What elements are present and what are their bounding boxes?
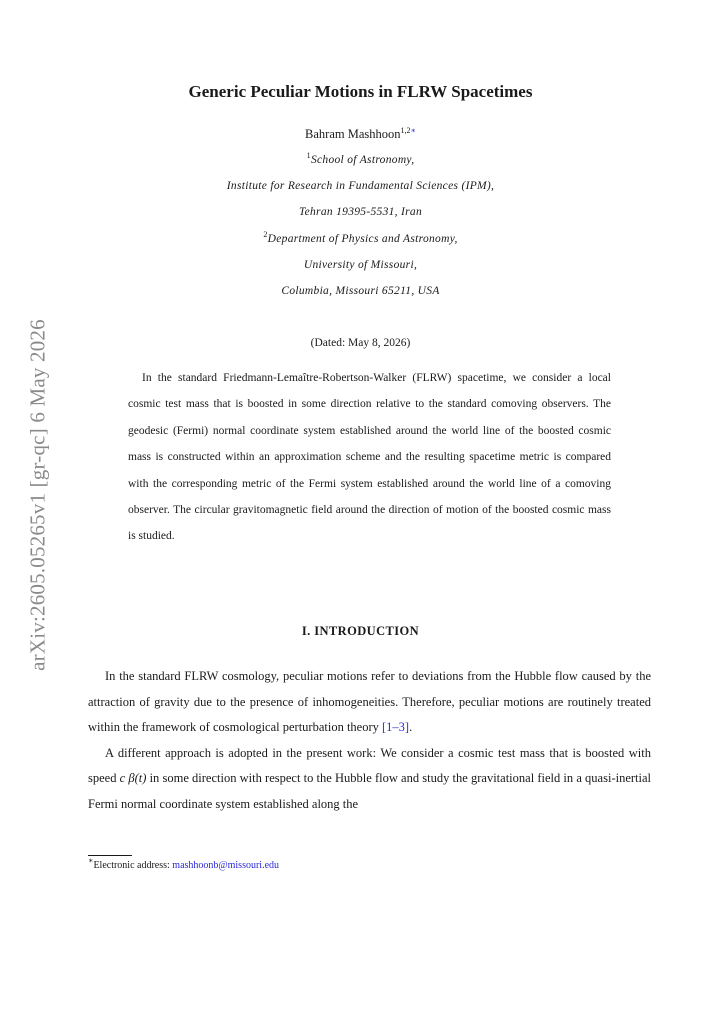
affiliation-5 [0,259,721,271]
email-link[interactable]: mashhoonb@missouri.edu [172,860,280,871]
affiliation-text: Columbia, Missouri 65211, USA [281,285,440,297]
affiliation-text: University of Missouri, [303,259,418,271]
affiliation-mark: 1 [306,151,311,160]
affiliation-6 [0,285,721,297]
affiliation-text: Tehran 19395-5531, Iran [298,206,423,218]
paragraph-1-text: In the standard FLRW cosmology, peculiar motions refer to deviations from the Hubble flow caused by the attraction of gravity due to the presence of inhomogeneities. Therefore, peculiar motions are routinely treated within the framework of cosmological perturbation theory [88,669,651,734]
author-affil-marks: 1,2 [400,126,411,135]
paragraph-2-before: A different approach is adopted in the present work: We consider a cosmic test mass that is boosted with speed [88,745,651,785]
section-heading: I. INTRODUCTION [301,624,420,638]
paragraph-2 [88,741,651,818]
footnote [88,856,280,871]
affiliation-mark: 2 [263,230,268,239]
footnote-rule [88,855,132,856]
author-name: Bahram Mashhoon [305,127,401,141]
footnote-mark: ∗ [88,856,94,865]
author-footnote-link[interactable]: ∗ [410,126,416,135]
affiliation-2 [0,180,721,192]
abstract-text: In the standard Friedmann-Lemaître-Robertson-Walker (FLRW) spacetime, we consider a local cosmic test mass that is boosted in some direction relative to the standard comoving observers. The geodesic (Fermi) normal coordinate system established around the world line of the boosted cosmic mass is constructed within an approximation scheme and the resulting spacetime metric is compared with the corresponding metric of the Fermi system established around the world line of a comoving observer. The circular gravitomagnetic field around the direction of motion of the boosted cosmic mass is studied. [128,372,611,543]
affiliation-text: Department of Physics and Astronomy, [267,233,458,245]
dated-line: (Dated: May 8, 2026) [310,337,411,349]
affiliation-4 [0,230,721,245]
affiliation-text: School of Astronomy, [310,154,415,166]
arxiv-id: arXiv:2605.05265v1 [gr-qc] 6 May 2026 [25,319,50,671]
citation-link[interactable]: [1–3] [382,720,410,734]
affiliation-3 [0,206,721,218]
paragraph-1 [88,664,651,741]
paper-title: Generic Peculiar Motions in FLRW Spacetimes [188,82,533,101]
affiliation-1 [0,151,721,166]
footnote-label: Electronic address: [93,860,173,871]
abstract [128,365,611,550]
math-speed: c β(t) [119,771,147,785]
affiliation-text: Institute for Research in Fundamental Sciences (IPM), [226,180,495,192]
body-text [88,664,651,817]
paragraph-1-end: . [409,720,413,734]
author-line [0,127,721,142]
paragraph-2-after: in some direction with respect to the Hubble flow and study the gravitational field in a quasi-inertial Fermi normal coordinate system established along the [88,771,652,811]
